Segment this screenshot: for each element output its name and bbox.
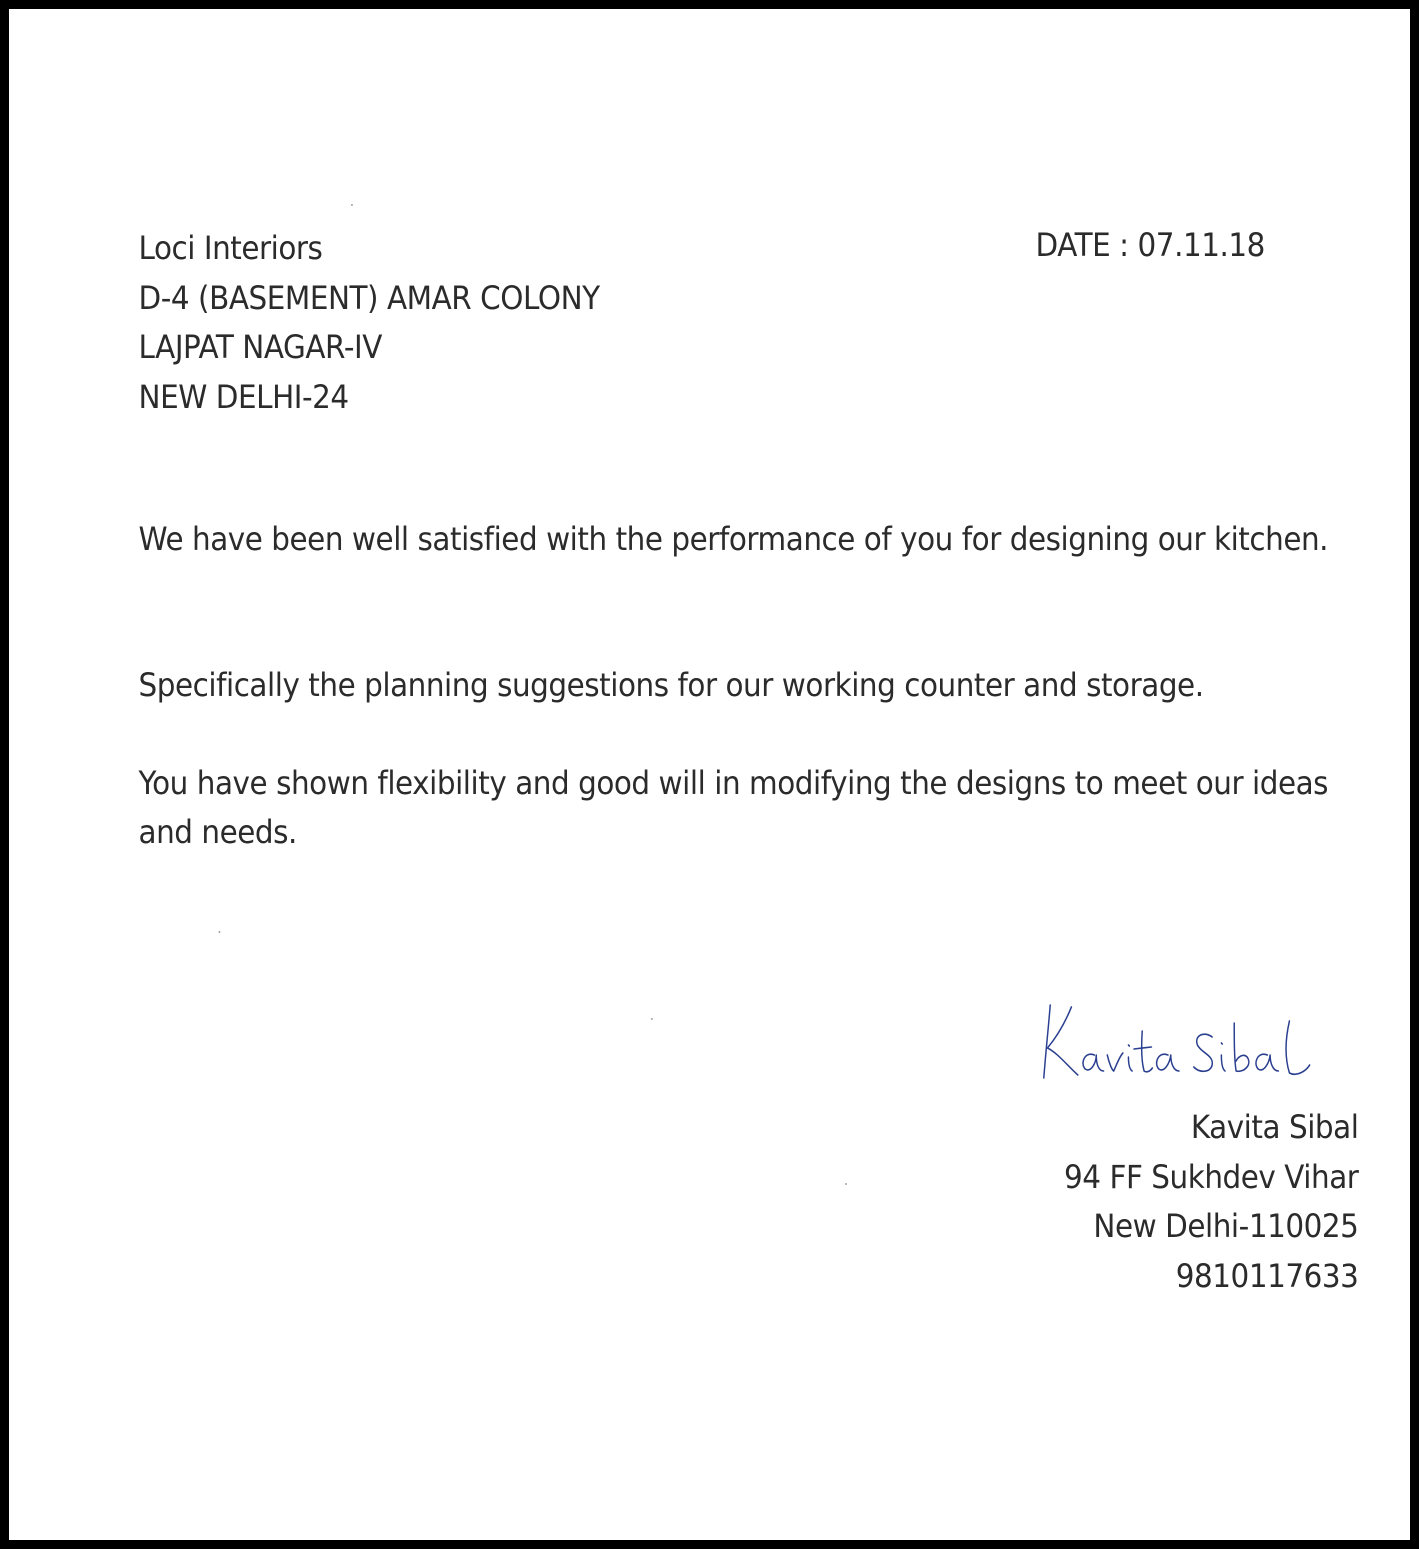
letter-page [18, 18, 1359, 1549]
sender-address-line1: 94 FF Sukhdev Vihar [1064, 1157, 1359, 1196]
recipient-address-line3: NEW DELHI-24 [138, 377, 349, 416]
body-paragraph-3: You have shown flexibility and good will in modifying the designs to meet our ideas and needs. [138, 764, 1329, 851]
body-paragraph-1: We have been well satisfied with the performance of you for designing our kitchen. [138, 520, 1329, 558]
sender-phone: 9810117633 [1175, 1256, 1359, 1295]
scan-speck [219, 931, 221, 933]
recipient-block [139, 225, 600, 423]
sender-name: Kavita Sibal [1190, 1108, 1359, 1146]
recipient-name: Loci Interiors [138, 229, 323, 267]
letter-date: DATE : 07.11.18 [1035, 226, 1265, 264]
sender-block [1064, 1103, 1358, 1301]
sender-address-line2: New Delhi-110025 [1093, 1207, 1359, 1245]
scan-speck [351, 204, 353, 206]
scan-speck [651, 1018, 653, 1020]
body-paragraph-2: Specifically the planning suggestions for our working counter and storage. [138, 666, 1204, 704]
recipient-address-line2: LAJPAT NAGAR-IV [138, 328, 382, 366]
scan-speck [845, 1183, 847, 1185]
recipient-address-line1: D-4 (BASEMENT) AMAR COLONY [138, 278, 600, 317]
handwritten-signature [1030, 993, 1352, 1088]
